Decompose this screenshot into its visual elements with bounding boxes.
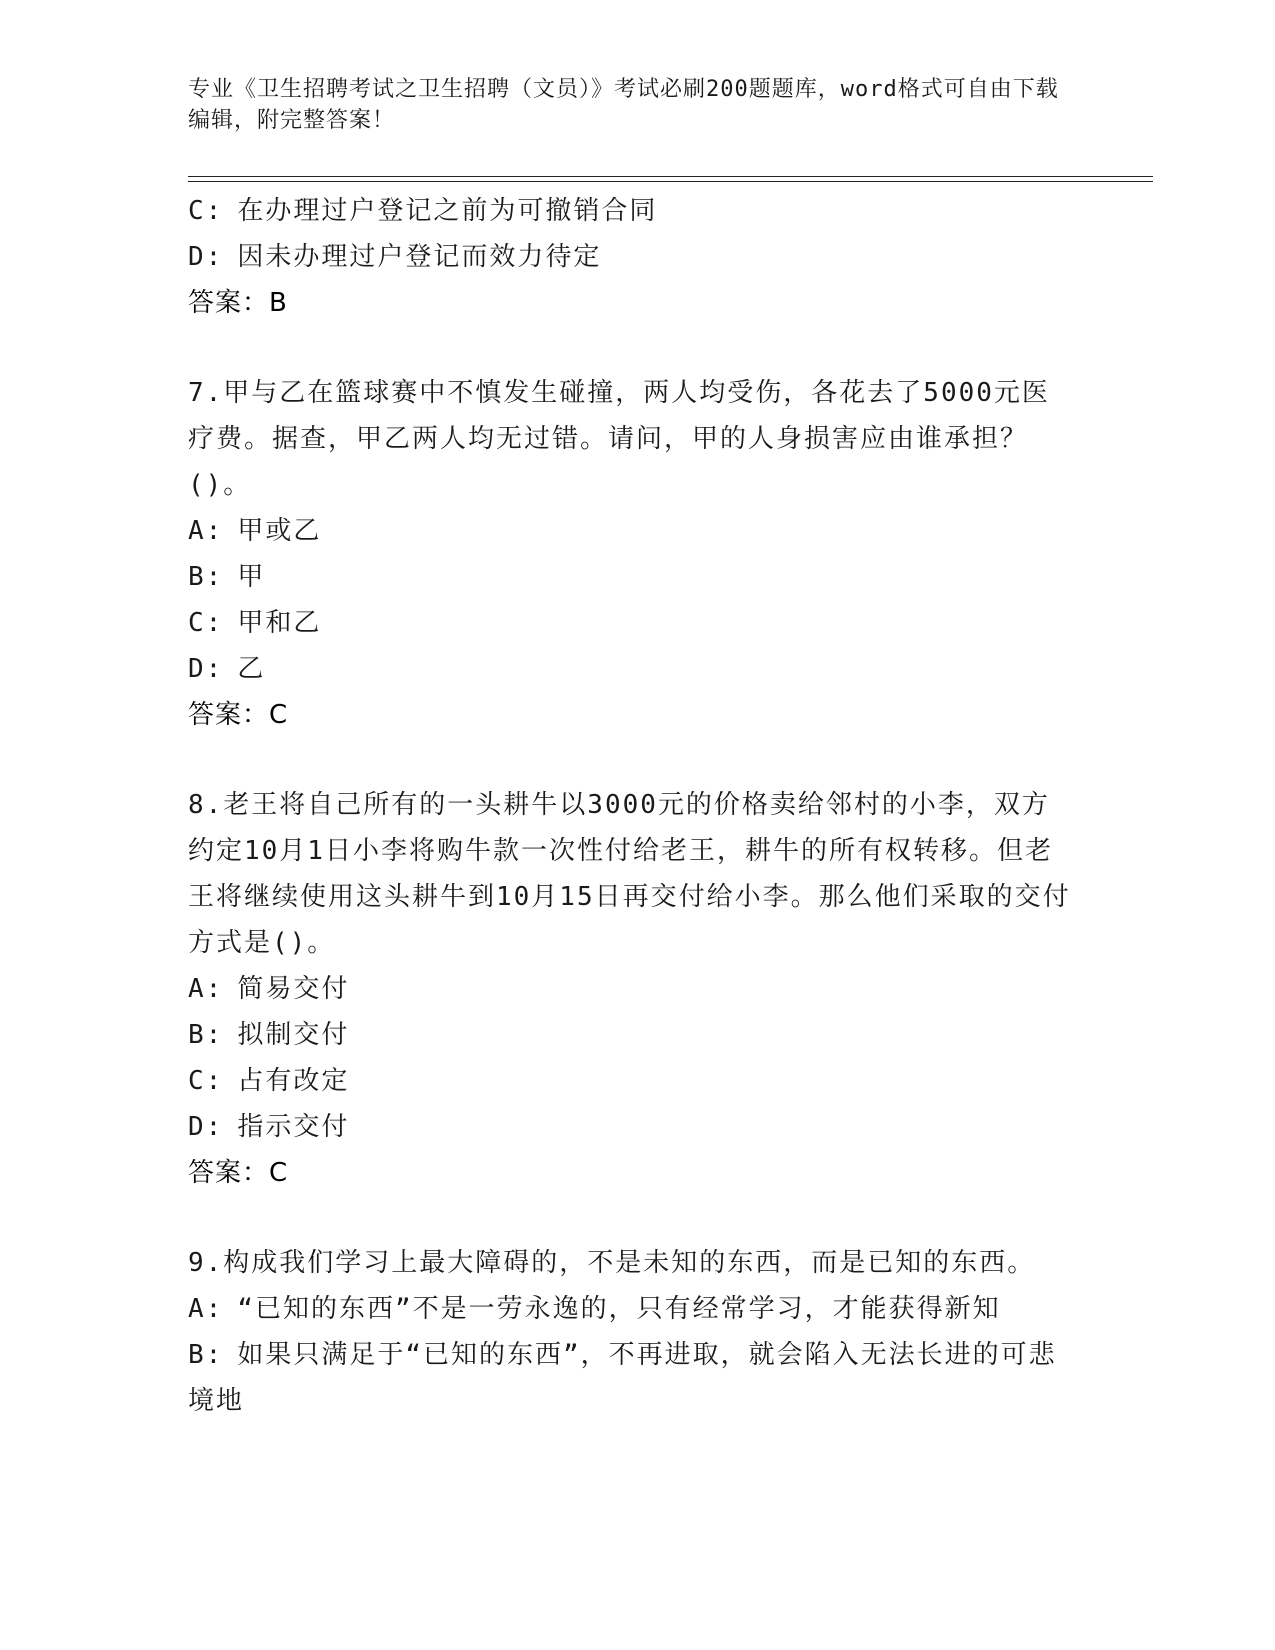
option-d: D: 乙: [188, 654, 266, 684]
header-divider-bottom: [188, 181, 1153, 182]
question-stem: 7.甲与乙在篮球赛中不慎发生碰撞，两人均受伤，各花去了5000元医疗费。据查，甲乙两人均无过错。请问，甲的人身损害应由谁承担？()。: [188, 378, 1050, 500]
option-d: D: 因未办理过户登记而效力待定: [188, 242, 602, 272]
option-c: C: 在办理过户登记之前为可撤销合同: [188, 196, 658, 226]
option-c: C: 甲和乙: [188, 608, 322, 638]
option-d: D: 指示交付: [188, 1112, 350, 1142]
option-b: B: 如果只满足于“已知的东西”，不再进取，就会陷入无法长进的可悲境地: [188, 1340, 1057, 1416]
option-a: A: “已知的东西”不是一劳永逸的，只有经常学习，才能获得新知: [188, 1294, 1001, 1324]
page-header: 专业《卫生招聘考试之卫生招聘（文员）》考试必刷200题题库，word格式可自由下载编辑，附完整答案！: [188, 77, 1059, 133]
question-9: [188, 1240, 1088, 1424]
question-list: [188, 188, 1088, 1424]
question-stem: 9.构成我们学习上最大障碍的，不是未知的东西，而是已知的东西。: [188, 1248, 1036, 1278]
option-a: A: 甲或乙: [188, 516, 322, 546]
question-stem: 8.老王将自己所有的一头耕牛以3000元的价格卖给邻村的小李，双方约定10月1日小李将购牛款一次性付给老王，耕牛的所有权转移。但老王将继续使用这头耕牛到10月15日再交付给小李。那么他们采取的交付方式是()。: [188, 790, 1071, 958]
question-6: [188, 188, 1088, 326]
answer: 答案：B: [188, 288, 288, 318]
option-b: B: 甲: [188, 562, 266, 592]
option-a: A: 简易交付: [188, 974, 350, 1004]
option-c: C: 占有改定: [188, 1066, 350, 1096]
answer: 答案：C: [188, 1158, 289, 1188]
answer: 答案：C: [188, 700, 289, 730]
option-b: B: 拟制交付: [188, 1020, 350, 1050]
question-7: [188, 370, 1088, 738]
question-8: [188, 782, 1088, 1196]
header-divider-top: [188, 176, 1153, 177]
